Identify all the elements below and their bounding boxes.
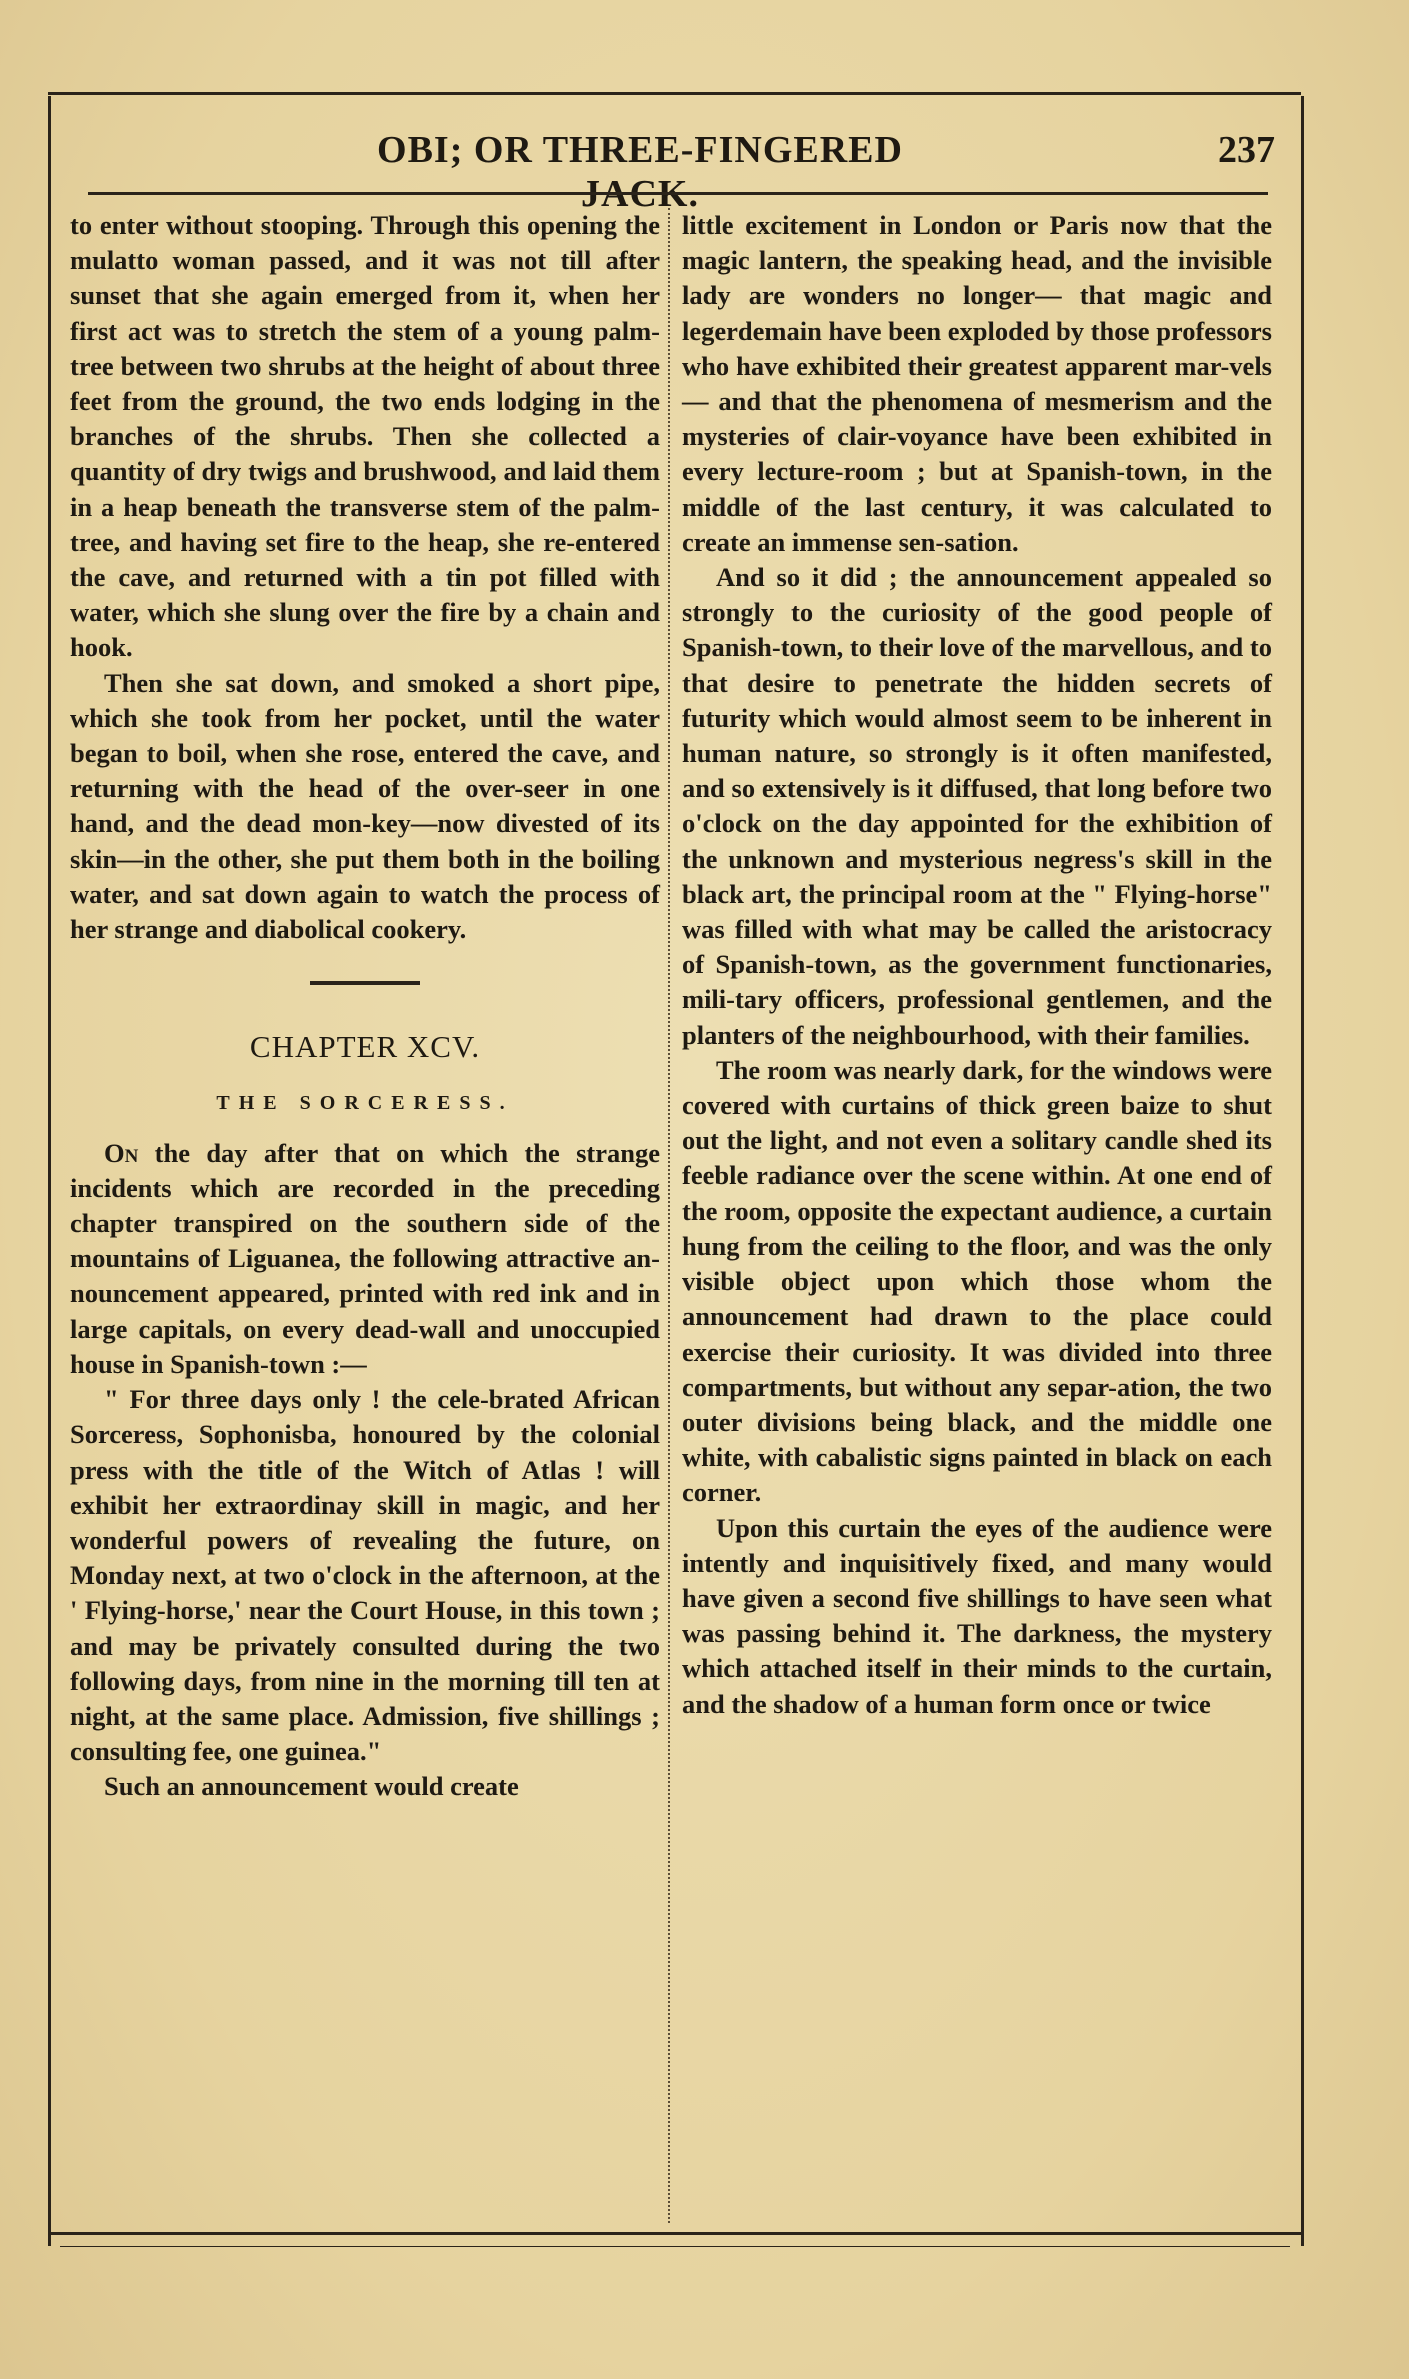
top-border-rule xyxy=(48,92,1301,95)
column-divider xyxy=(668,208,670,2223)
left-column xyxy=(70,208,660,1805)
paragraph: Then she sat down, and smoked a short pipe, which she took from her pocket, until the water began to boil, when she rose, entered the cave, and returning with the head of the over-seer in one hand, and the dead mon-key—now divested of its skin—in the other, she put them both in the boiling water, and sat down again to watch the process of her strange and diabolical cookery. xyxy=(70,667,660,945)
chapter-heading: CHAPTER XCV. xyxy=(249,1029,481,1065)
bottom-border-rule xyxy=(48,2232,1301,2235)
paragraph: to enter without stooping. Through this opening the mulatto woman passed, and it was not till after sunset that she again emerged from it, when her first act was to stretch the stem of a young palm-tree between two shrubs at the height of about three feet from the ground, the two ends lodging in the branches of the shrubs. Then she collected a quantity of dry twigs and brushwood, and laid them in a heap beneath the transverse stem of the palm-tree, and having set fire to the heap, she re-entered the cave, and returned with a tin pot filled with water, which she slung over the fire by a chain and hook. xyxy=(70,210,660,663)
paragraph: " For three days only ! the cele-brated African Sorceress, Sophonisba, honoured by the colonial press with the title of the Witch of Atlas ! will exhibit her extraordinay skill in magic, and her wonderful powers of revealing the future, on Monday next, at two o'clock in the afternoon, at the ' Flying-horse,' near the Court House, in this town ; and may be privately consulted during the two following days, from nine in the morning till ten at night, at the same place. Admission, five shillings ; consulting fee, one guinea." xyxy=(70,1384,660,1767)
header-rule xyxy=(88,192,1268,195)
ornamental-rule xyxy=(310,981,420,985)
paragraph: And so it did ; the announcement appealed so strongly to the curiosity of the good people of Spanish-town, to their love of the marvellous, and to that desire to penetrate the hidden secrets of futurity which would almost seem to be inherent in human nature, so strongly is it often manifested, and so extensively is it diffused, that long before two o'clock on the day appointed for the exhibition of the unknown and mysterious negress's skill in the black art, the principal room at the " Flying-horse" was filled with what may be called the aristocracy of Spanish-town, as the government functionaries, mili-tary officers, professional gentlemen, and the planters of the neighbourhood, with their families. xyxy=(682,562,1272,1050)
drop-word: On xyxy=(104,1137,139,1168)
paragraph: little excitement in London or Paris now that the magic lantern, the speaking head, and the invisible lady are wonders no longer— that magic and legerdemain have been exploded by those professors who have exhibited their greatest apparent mar-vels — and that the phenomena of mesmerism and the mysteries of clair-voyance have been exhibited in every lecture-room ; but at Spanish-town, in the middle of the last century, it was calculated to create an immense sen-sation. xyxy=(682,210,1272,557)
page-header xyxy=(60,128,1290,215)
running-title: OBI; OR THREE-FINGERED JACK. xyxy=(377,129,903,215)
right-column xyxy=(682,208,1272,1722)
chapter-subtitle: THE SORCERESS. xyxy=(216,1092,514,1115)
paragraph xyxy=(70,1136,660,1382)
page-number: 237 xyxy=(1218,129,1275,171)
paragraph-text: the day after that on which the strange incidents which are recorded in the preceding chapter transpired on the southern side of the mountains of Liguanea, the following attractive an-nouncement appeared, printed with red ink and in large capitals, on every dead-wall and unoccupied house in Spanish-town :— xyxy=(70,1137,660,1379)
paragraph: Such an announcement would create xyxy=(104,1771,519,1802)
paragraph: The room was nearly dark, for the windows were covered with curtains of thick green baize to shut out the light, and not even a solitary candle shed its feeble radiance over the scene within. At one end of the room, opposite the expectant audience, a curtain hung from the ceiling to the floor, and was the only visible object upon which those whom the announcement had drawn to the place could exercise their curiosity. It was divided into three compartments, but without any separ-ation, the two outer divisions being black, and the middle one white, with cabalistic signs painted in black on each corner. xyxy=(682,1054,1272,1508)
bottom-thin-rule xyxy=(60,2246,1290,2247)
paragraph: Upon this curtain the eyes of the audience were intently and inquisitively fixed, and many would have given a second five shillings to have seen what was passing behind it. The darkness, the mystery which attached itself in their minds to the curtain, and the shadow of a human form once or twice xyxy=(682,1512,1272,1719)
